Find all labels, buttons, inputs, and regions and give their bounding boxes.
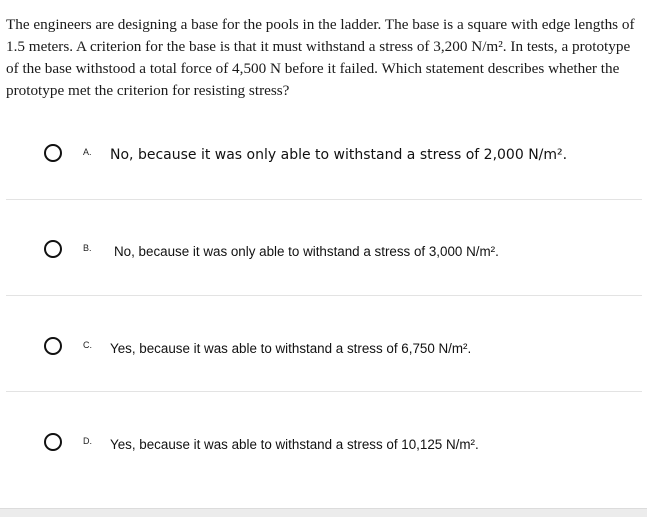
radio-button-d[interactable] <box>44 433 62 451</box>
answer-option-c[interactable] <box>6 295 642 392</box>
bottom-bar <box>0 508 647 517</box>
option-letter-d: D. <box>83 436 92 446</box>
answer-option-a[interactable] <box>6 103 642 200</box>
option-text-d: Yes, because it was able to withstand a stress of 10,125 N/m². <box>110 437 479 452</box>
option-text-b: No, because it was only able to withstand a stress of 3,000 N/m². <box>114 244 499 259</box>
answer-option-b[interactable] <box>6 199 642 296</box>
radio-button-a[interactable] <box>44 144 62 162</box>
question-text: The engineers are designing a base for the pools in the ladder. The base is a square with edge lengths of 1.5 meters. A criterion for the base is that it must withstand a stress of 3,200 N/m². In tests, a prototype of the base withstood a total force of 4,500 N before it failed. Which statement describes whether the prototype met the criterion for resisting stress? <box>6 16 635 99</box>
option-text-a: No, because it was only able to withstand a stress of 2,000 N/m². <box>110 147 568 163</box>
option-letter-b: B. <box>83 243 92 253</box>
radio-button-c[interactable] <box>44 337 62 355</box>
option-letter-a: A. <box>83 147 92 157</box>
radio-button-b[interactable] <box>44 240 62 258</box>
answer-option-d[interactable] <box>6 391 642 487</box>
option-letter-c: C. <box>83 340 92 350</box>
option-text-c: Yes, because it was able to withstand a stress of 6,750 N/m². <box>110 341 472 356</box>
